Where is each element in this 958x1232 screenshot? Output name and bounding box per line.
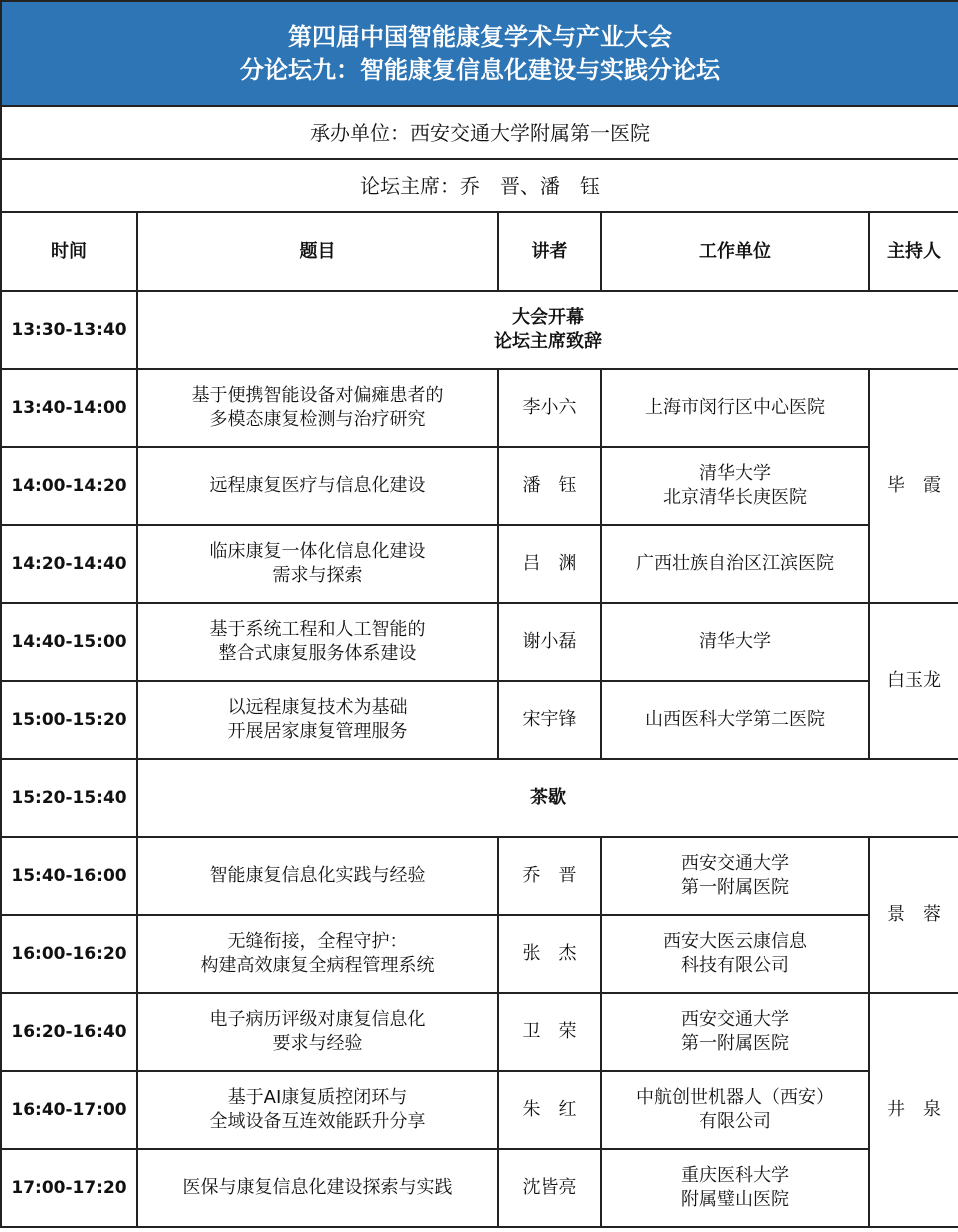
speaker-organization-line: 第一附属医院	[681, 877, 789, 898]
conference-title: 第四届中国智能康复学术与产业大会	[288, 22, 673, 51]
session-row	[1, 369, 958, 447]
host-name-line: 景 蓉	[887, 904, 942, 925]
time-cell-line: 14:00-14:20	[11, 476, 127, 496]
talk-title	[137, 915, 498, 993]
session-row	[1, 915, 958, 993]
speaker-name	[498, 837, 601, 915]
speaker-organization-line: 西安交通大学	[681, 853, 789, 874]
speaker-name-line: 沈皆亮	[522, 1177, 577, 1198]
time-cell-line: 17:00-17:20	[11, 1178, 127, 1198]
time-cell	[1, 837, 137, 915]
talk-title-line: 智能康复信息化实践与经验	[209, 865, 426, 886]
forum-title-banner	[1, 1, 958, 106]
speaker-organization	[601, 1071, 869, 1149]
time-cell	[1, 447, 137, 525]
time-cell-line: 13:30-13:40	[11, 320, 127, 340]
time-cell-line: 15:40-16:00	[11, 866, 127, 886]
speaker-organization-line: 清华大学	[699, 631, 771, 652]
talk-title	[137, 1071, 498, 1149]
organizer: 承办单位：西安交通大学附属第一医院	[1, 106, 958, 159]
session-row	[1, 603, 958, 681]
speaker-organization	[601, 369, 869, 447]
break-row	[1, 291, 958, 369]
host-name-line: 白玉龙	[887, 670, 942, 691]
time-cell-line: 13:40-14:00	[11, 398, 127, 418]
speaker-organization	[601, 993, 869, 1071]
time-cell	[1, 369, 137, 447]
talk-title	[137, 837, 498, 915]
speaker-organization-line: 上海市闵行区中心医院	[645, 397, 825, 418]
time-cell-line: 16:20-16:40	[11, 1022, 127, 1042]
speaker-organization-line: 第一附属医院	[681, 1033, 789, 1054]
talk-title-line: 以远程康复技术为基础	[227, 697, 408, 718]
speaker-name-line: 谢小磊	[522, 631, 577, 652]
speaker-name-line: 卫 荣	[522, 1021, 577, 1042]
column-header-host: 主持人	[869, 212, 958, 291]
time-cell-line: 15:00-15:20	[11, 710, 127, 730]
session-row	[1, 993, 958, 1071]
break-cell	[137, 759, 958, 837]
host-name	[869, 837, 958, 993]
talk-title	[137, 447, 498, 525]
speaker-organization	[601, 1149, 869, 1227]
time-cell-line: 14:20-14:40	[11, 554, 127, 574]
speaker-organization-line: 科技有限公司	[681, 955, 789, 976]
talk-title-line: 构建高效康复全病程管理系统	[200, 955, 435, 976]
column-header-organization: 工作单位	[601, 212, 869, 291]
speaker-name	[498, 603, 601, 681]
talk-title-line: 开展居家康复管理服务	[227, 721, 408, 742]
column-header-time: 时间	[1, 212, 137, 291]
session-row	[1, 1149, 958, 1227]
speaker-organization-line: 有限公司	[699, 1111, 771, 1132]
speaker-organization	[601, 603, 869, 681]
talk-title-line: 多模态康复检测与治疗研究	[209, 409, 426, 430]
talk-title	[137, 1149, 498, 1227]
speaker-organization	[601, 915, 869, 993]
speaker-organization-line: 重庆医科大学	[681, 1165, 789, 1186]
session-row	[1, 525, 958, 603]
break-cell-line: 大会开幕	[512, 307, 585, 328]
time-cell	[1, 759, 137, 837]
talk-title-line: 医保与康复信息化建设探索与实践	[182, 1177, 453, 1198]
talk-title	[137, 681, 498, 759]
forum-chairs: 论坛主席：乔 晋、潘 钰	[1, 159, 958, 212]
time-cell	[1, 291, 137, 369]
speaker-name	[498, 993, 601, 1071]
speaker-organization	[601, 447, 869, 525]
column-header-speaker: 讲者	[498, 212, 601, 291]
time-cell	[1, 1071, 137, 1149]
break-cell-line: 茶歇	[530, 787, 567, 808]
speaker-organization-line: 广西壮族自治区江滨医院	[636, 553, 834, 574]
speaker-organization-line: 山西医科大学第二医院	[645, 709, 825, 730]
talk-title-line: 基于系统工程和人工智能的	[209, 619, 426, 640]
speaker-name-line: 乔 晋	[522, 865, 577, 886]
host-name	[869, 603, 958, 759]
speaker-name-line: 张 杰	[522, 943, 577, 964]
speaker-name	[498, 915, 601, 993]
talk-title-line: 无缝衔接，全程守护：	[227, 931, 408, 952]
host-name-line: 井 泉	[887, 1099, 942, 1120]
column-header-title: 题目	[137, 212, 498, 291]
time-cell	[1, 603, 137, 681]
talk-title-line: 基于便携智能设备对偏瘫患者的	[191, 385, 444, 406]
break-row	[1, 759, 958, 837]
session-row	[1, 447, 958, 525]
speaker-organization-line: 清华大学	[699, 463, 771, 484]
talk-title-line: 需求与探索	[272, 565, 363, 586]
speaker-organization-line: 北京清华长庚医院	[663, 487, 807, 508]
host-name	[869, 993, 958, 1227]
talk-title	[137, 525, 498, 603]
session-row	[1, 1071, 958, 1149]
speaker-name-line: 潘 钰	[522, 475, 577, 496]
time-cell	[1, 915, 137, 993]
time-cell-line: 15:20-15:40	[11, 788, 127, 808]
talk-title-line: 电子病历评级对康复信息化	[209, 1009, 426, 1030]
talk-title-line: 临床康复一体化信息化建设	[209, 541, 426, 562]
speaker-name-line: 朱 红	[522, 1099, 577, 1120]
speaker-name-line: 吕 渊	[522, 553, 577, 574]
time-cell-line: 16:40-17:00	[11, 1100, 127, 1120]
speaker-organization	[601, 525, 869, 603]
session-row	[1, 681, 958, 759]
host-name	[869, 369, 958, 603]
talk-title-line: 远程康复医疗与信息化建设	[209, 475, 426, 496]
speaker-organization-line: 西安交通大学	[681, 1009, 789, 1030]
talk-title-line: 基于AI康复质控闭环与	[227, 1087, 408, 1108]
time-cell	[1, 1149, 137, 1227]
time-cell	[1, 993, 137, 1071]
forum-title: 分论坛九：智能康复信息化建设与实践分论坛	[240, 55, 721, 84]
speaker-name	[498, 1149, 601, 1227]
time-cell	[1, 525, 137, 603]
speaker-name-line: 宋宇锋	[522, 709, 577, 730]
session-row	[1, 837, 958, 915]
break-cell-line: 论坛主席致辞	[494, 331, 603, 352]
time-cell-line: 16:00-16:20	[11, 944, 127, 964]
time-cell-line: 14:40-15:00	[11, 632, 127, 652]
talk-title	[137, 993, 498, 1071]
speaker-name	[498, 681, 601, 759]
talk-title	[137, 369, 498, 447]
speaker-organization	[601, 837, 869, 915]
speaker-name	[498, 447, 601, 525]
speaker-name	[498, 525, 601, 603]
talk-title-line: 全域设备互连效能跃升分享	[209, 1111, 426, 1132]
speaker-organization	[601, 681, 869, 759]
host-name-line: 毕 霞	[887, 475, 942, 496]
speaker-name	[498, 369, 601, 447]
speaker-organization-line: 附属璧山医院	[681, 1189, 789, 1210]
speaker-organization-line: 西安大医云康信息	[663, 931, 807, 952]
speaker-name	[498, 1071, 601, 1149]
speaker-organization-line: 中航创世机器人（西安）	[636, 1087, 834, 1108]
talk-title-line: 整合式康复服务体系建设	[218, 643, 417, 664]
time-cell	[1, 681, 137, 759]
talk-title-line: 要求与经验	[272, 1033, 363, 1054]
speaker-name-line: 李小六	[522, 397, 577, 418]
break-cell	[137, 291, 958, 369]
talk-title	[137, 603, 498, 681]
